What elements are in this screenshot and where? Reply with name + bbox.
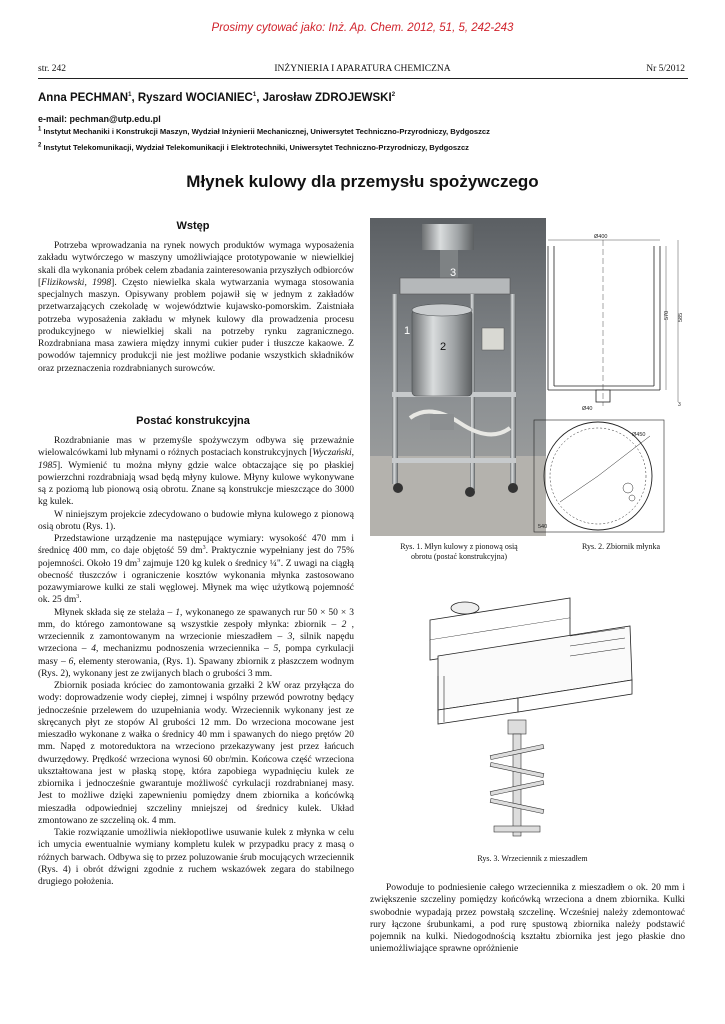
fig3-motor-top [451,602,479,614]
fig2-dim-bottom-offset: 3 [678,402,681,408]
page-number: str. 242 [38,64,66,74]
figure-1-photo [370,218,546,536]
author-2: , Ryszard WOCIANIEC [131,92,253,104]
fig2-port-small [629,495,635,501]
fig2-dim-height-inner: 570 [664,310,670,320]
frame-leg-left [392,294,398,484]
header-rule [38,78,688,79]
pump [430,414,454,430]
paper-title: Młynek kulowy dla przemysłu spożywczego [186,172,539,191]
figure-2-drawing [532,230,692,536]
citation-banner: Prosimy cytować jako: Inż. Ap. Chem. 2012, 51, 5, 242-243 [211,22,514,34]
affiliation-1: $^1$ Instytut Mechaniki i Konstrukcji Maszyn, Wydział Inżynierii Mechanicznej, Uniwersytet Techniczno-Przyrodniczy, Bydgoszcz [38,126,490,136]
journal-name: INŻYNIERIA I APARATURA CHEMICZNA [274,64,451,74]
fig1-label-3: 3 [450,267,457,279]
fig2-dim-plan-width: 540 [538,524,548,530]
figure-3-drawing [420,580,645,848]
fig2-dim-height-outer: 585 [678,312,684,322]
motor-housing [422,224,474,250]
figure-2-caption: Rys. 2. Zbiornik młynka [581,542,661,551]
fig1-label-2: 2 [440,341,447,353]
frame-leg-right [510,294,516,484]
contact-email: e-mail: pechman@utp.edu.pl [38,114,161,124]
issue-number: Nr 5/2012 [646,64,685,74]
caster-middle [465,487,475,497]
author-1-affil: 1 [128,92,132,99]
frame-base-bar [392,458,516,463]
tank [412,310,472,396]
figure-1-caption: Rys. 1. Młyn kulowy z pionową osią obrotu (postać konstrukcyjna) [400,542,518,561]
affiliation-2: $^2$ Instytut Telekomunikacji, Wydział Telekomunikacji i Elektrotechniki, Uniwersytet Techniczno-Przyrodniczy, Bydgoszcz [38,142,469,152]
tank-lid [412,304,472,316]
fig2-dim-outlet-diameter: Ø40 [582,406,593,412]
control-box [482,328,504,350]
construction-text: Rozdrabnianie mas w przemyśle spożywczym odbywa się przeważnie wielowalcówkami lub młynami o różnych postaciach konstrukcyjnych [Wyczański, 1985]. Wymienić tu można młyny gdzie walce obtaczające się po płaskiej powierzchni rozdrabniają wsad będą młyny kulowe. Młyny kulowe wykonywane są z poziomą lub pionową osią obrotu. Znane są konstrukcje mieszczące do 3000 kg kulek. W niniejszym projekcie zdecydowano o budowie młyna kulowego z pionową osią obrotu (Rys. 1). Przedstawione urządzenie ma następujące wymiary: wysokość 470 mm i średnicę 400 mm, co daje objętość 59 $dm^3$. Praktycznie wypełniany jest do 75% pojemności. Około 19 $dm^3$ zajmuje 120 kg kulek o średnicy ¼". Z uwagi na ciągłą obecność tłuszczów i ograniczenie kosztów wykonania młynka zastosowano pozawymiarowe kulki ze stali węglowej. Młynek ma więc użytkową pojemność ok. 25 $dm^3$. Młynek składa się ze stelaża – 1, wykonanego ze spawanych rur 50 × 50 × 3 mm, do którego zamontowane są wszystkie zespoły młynka: zbiornik – 2 , wrzeciennik z zamontowanym na wrzecionie mieszadłem – 3, silnik napędu wrzeciona – 4, mechanizmu podnoszenia wrzeciennika – 5, pompa cyrkulacji masy – 6, elementy sterowania, (Rys. 1). Spawany zbiornik z płaszczem wodnym (Rys. 2), wykonany jest ze zwijanych blach o grubości 3 mm. Zbiornik posiada króciec do zamontowania grzałki 2 kW oraz przyłącza do wody: doprowadzenie wody ciepłej, zimnej i wspólny przewód powrotny będący jednocześnie przelewem do uzupełniania wody. Wrzeciennik wykonany jest ze skręcanych płyt ze stopów Al grubości 12 mm. Do wrzeciona mocowane jest mieszadło wykonane z wałka o średnicy 40 mm i spawanych do niego prętów 20 mm. Napęd z motoreduktora na wrzeciono przekazywany jest przez łańcuch dwurzędowy. Prędkość wrzeciona wynosi 60 obr/min. Końcowa część wrzeciona ukształtowana jest w płaską stopę, która zapobiega wypadnięciu kulek ze zbiornika i jednocześnie gwarantuje możliwość cyrkulacji rozdrabnianej masy. Jest to możliwe dzięki zapewnieniu pomiędzy dnem zbiornika a końcówką mieszadła odpowiedniej szczeliny mniejszej od średnicy kulek. Układ zmontowano ze szczeliną ok. 4 mm. Takie rozwiązanie umożliwia niekłopotliwe usuwanie kulek z młynka w celu ich umycia ewentualnie wymiany kompletu kulek w przypadku pracy z masą o różnych barwach. Odbywa się to przez poluzowanie śrub mocujących wrzeciennik (Rys. 4) i obrót dźwigni zgodnie z ruchem wskazówek zegara do stabilnego drugiego położenia. [38,436,355,887]
spindle-head-plate [400,278,510,294]
fig3-mixer-foot [494,826,540,832]
right-column-text: Powoduje to podniesienie całego wrzeciennika z mieszadłem o ok. 20 mm i zwiększenie szczeliny pomiędzy końcówką wrzeciona a dnem zbiornika. Kulki swobodnie wypadają przez powstałą szczelinę. Wcześniej należy zdemontować rury łączone śrubunkami, a pod rurę spustową zbiornika należy podstawić pojemnik na kulki. Niedogodnością kształtu zbiornika jest jego płaskie dno uniemożliwiające sprawne opróżnienie [370,883,685,955]
fig2-dim-jacket-diameter: Ø450 [632,432,646,438]
figure-3-caption: Rys. 3. Wrzeciennik z mieszadłem [477,854,588,863]
fig1-label-1: 1 [404,325,411,337]
author-2-affil: 1 [252,92,257,99]
fig2-dim-top-diameter: Ø400 [594,234,608,240]
author-1: Anna PECHMAN [38,92,129,104]
section-heading-construction: Postać konstrukcyjna [136,415,250,427]
fig2-port-circle [623,483,633,493]
author-3-affil: 2 [391,92,396,99]
author-list [38,92,395,104]
intro-text: Potrzeba wprowadzania na rynek nowych produktów wymaga wyposażenia zakładu wytwórczego w maszyny umożliwiające prototypowanie w niewielkiej skali dla wykonania próbek celem zbadania zainteresowania przyszłych odbiorców [Flizikowski, 1998]. Często niewielka skala wytwarzania wymaga stosowania specjalnych maszyn. Opisywany problem pojawił się w jednym z zakładów przetwarzających czekoladę w województwie kujawsko-pomorskim. Zaistniała potrzeba wyposażenia zakładu w młynek kulowy dla prowadzenia procesu produkcyjnego w niewielkiej skali na potrzeby rynku zagranicznego. Rozdrabniana masa zawiera między innymi cukier puder i tłuszcze kakaowe. Z powodów tajemnicy produkcji nie jest możliwe podanie wszystkich składników oraz przeznaczenia rozdrabnianych surowców. [38,241,355,374]
caster-right [508,483,518,493]
author-3: , Jarosław ZDROJEWSKI [256,92,392,104]
caster-left [393,483,403,493]
fig3-spindle-flange [508,720,526,734]
section-heading-intro: Wstęp [176,220,210,232]
